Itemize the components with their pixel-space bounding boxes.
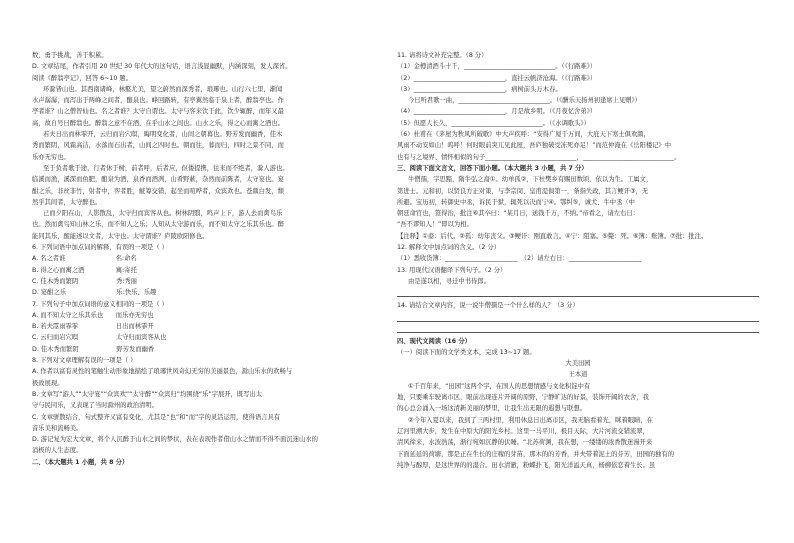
text-line: （1）金樽清酒斗十千，_____________________________。（《行路难》）: [397, 63, 597, 71]
text-line: 亭者谁？山之僧智仙也。名之者谁？太守自谓也。太守与客来饮于此，饮少辄醉，而年又最: [32, 108, 284, 116]
text-line: 【注释】①裔：后代。②孤：幼年丧父。③鲠讦：刚直敢言。④宁：阻塞。⑤斃：死。⑥簿：账簿。⑦批：批注。: [397, 232, 708, 240]
text-line: 纯净与醇厚，是这世界的的湿合。田水清澈，粉蝶扑飞，阳光洋溢天真，杨柳依恋着生长。虽: [397, 461, 656, 469]
text-line: 临溪而渔，溪深而鱼肥，酿泉为酒，泉香而酒洌，山肴野蔌，杂然而前陈者，太守宴也。宴: [32, 176, 284, 184]
text-line: 三、阅读下面文言文，回答下面小题。（本大题共 3 小题，共 7 分）: [397, 164, 588, 172]
text-line: 辽河里溯大步，发生在中原大的阳光乡村。这里一马平川，极目天际，大片河流交错流翠，: [397, 427, 649, 435]
text-line: D. 宴酣之乐 乐:快乐、乐趣: [32, 289, 157, 297]
text-line: 至于负者歌于途，行者休于树，前者呼，后者应，伛偻提携，往来而不绝者，滁人游也。: [43, 164, 289, 172]
text-line: 14. 请结合文章内容，说一说牛僧孺是一个什么样的人？（3 分）: [397, 302, 579, 310]
right-column: [397, 50, 759, 520]
text-line: C. 云归而岩穴暝 太守归而宾客从也: [32, 334, 167, 342]
text-line: 秀而繁阴，风霜高洁，水落而石出者，山间之四时也。朝而往，暮而归，四时之景不同，而: [32, 142, 284, 150]
text-line: 也。然而禽鸟知山林之乐，而不知人之乐；人知从太守游而乐，而不知太守之乐其乐也。醉: [32, 221, 284, 229]
text-line: 音乐美和流畅美。: [32, 424, 83, 432]
text-line: D. 文章结尾，作者引用 20 世纪 30 年代大的这句话，语言浅显幽默，内涵深刻，发人深省。: [32, 63, 292, 71]
text-line: D. 佳木秀而繁阴 野芳发而幽香: [32, 345, 155, 353]
text-line: 水声潺潺，而泻出于两峰之间者，酿泉也。峰回路转，有亭翼然临于泉上者，醉翁亭也。作: [32, 97, 284, 105]
text-line: C. 佳木秀而繁阴 秀:秀丽: [32, 277, 137, 285]
text-line: （4）_____________________________，月是故乡明。（《月夜忆舍弟》）: [397, 108, 597, 116]
text-line: A. 而不知太守之乐其乐也 而乐亦无穷也: [32, 311, 154, 319]
text-line: 下面延延的荷塘，那是正在生长的庄稼的芽苗，那木的的芳香，并夫带着泥土的芬芳，田园的独有的: [397, 450, 675, 458]
text-line: 今日听君歌一曲，_____________________________。（《酬乐天扬州初逢席上见赠》）: [408, 97, 641, 105]
text-line: 的心总会涌入一场这清新美丽的梦里，让我生出无限的遐想与联想。: [397, 405, 586, 413]
text-line: 王本道: [568, 371, 588, 379]
text-line: 11. 请将诗文补充完整。（8 分）: [397, 52, 488, 59]
text-line: 牛僧孺，字思黯，隋牛弘之裔①。幼单孤②，下杜樊乡有赐田数顷，依以为生。工属文，: [408, 176, 653, 184]
text-line: 极致展现。: [32, 379, 64, 387]
text-line: 能同其乐，醒能述以文者，太守也。太守谓谁？庐陵欧阳修也。: [32, 232, 209, 240]
text-line: 由是遂以相，寻迁中书侍郎。: [408, 277, 490, 285]
text-line: 酣之乐，非丝非竹，射者中，弈者胜，觥筹交错，起坐而喧哗者，众宾欢也。苍颜白发，颓: [32, 187, 284, 195]
text-line: C. 文章骈散结合，句式整齐又富有变化，尤其是“也”和“而”字的灵活运用，使得语言具有: [32, 413, 281, 421]
text-line: 地，只要乘车驶离市区，眼前出现连片开阔的原野，宁静旷达的好景，装饰开阔的农舍，我: [397, 394, 649, 402]
answer-line[interactable]: [397, 289, 759, 297]
text-line: B. 得之心而寓之酒 寓:寄托: [32, 266, 137, 274]
text-line: 然乎其间者，太守醉也。: [32, 198, 102, 206]
text-line: 12. 解释文中加点词的含义。（2 分）: [397, 244, 501, 252]
text-line: 消极的人生态度。: [32, 447, 83, 455]
text-line: （3）_____________________________，病树前头万木春。: [397, 85, 562, 93]
text-line: A. 名之者谁 名:命名: [32, 255, 137, 263]
text-line: 高，故自号曰醉翁也。醉翁之意不在酒，在乎山水之间也。山水之乐，得之心而寓之酒也。: [32, 119, 284, 127]
text-line: （1）悉收货簿：_______________________ （2）请左右日：_______________________: [397, 255, 642, 263]
text-line: 二、（本大题共 1 小题，共 8 分）: [32, 458, 129, 466]
answer-line[interactable]: [397, 314, 759, 322]
text-line: 6. 下列词语中加点词的解释，有误的一项是（ ）: [32, 244, 168, 252]
text-line: （2）_____________________________，直挂云帆济沧海。（《行路难》）: [397, 74, 597, 82]
text-line: （一）阅读下面的文学类文本，完成 13~17 题。: [397, 348, 536, 356]
text-line: ①千百年来，“田园”这两个字，在国人的思想情感与文化积淀中有: [408, 382, 591, 390]
text-line: 守与民同乐，又表现了当时滁州的政治清明。: [32, 402, 158, 410]
text-line: （6）杜甫在《茅屋为秋风所破歌》中大声疾呼：“安得广厦千万间，大庇天下寒士俱欢颜，: [397, 131, 650, 139]
text-line: B. 文章写“游人”“太守宴”“众宾欢”“太守醉”“众宾归”均围绕“乐”字展开，既写出太: [32, 390, 263, 398]
text-line: 环滁皆山也。其西南诸峰，林壑尤美，望之蔚然而深秀者，琅琊也。山行六七里，渐闻: [43, 85, 283, 93]
text-line: 阅读《醉翁亭记》，回答 6~10 题。: [32, 74, 133, 82]
text-line: “吾不谬知人！”即以为相。: [397, 221, 473, 229]
text-line: 若夫日出而林霏开，云归而岩穴暝，晦明变化者，山间之朝暮也。野芳发而幽香，佳木: [43, 131, 283, 139]
text-line: 第进士。元和初，以贤良方正对策，与李宗闵、皇甫湜俱第一，条指失政，其言鲠讦③，无: [397, 187, 649, 195]
text-line: 也有与之境界、情怀相似的句子_____________________________，_____________________________。: [397, 153, 681, 161]
text-line: （5）但愿人长久，_____________________________。（《水调歌头》）: [397, 119, 590, 127]
text-line: 13. 用现代汉语翻译下列句子。（2 分）: [397, 266, 507, 274]
text-line: 朝廷命官也，签得治，批注⑥其卒曰：“某月日，送钱千万，不纳。”帝看之，请左右日：: [397, 210, 640, 218]
text-line: B. 若夫霪雨霏霏 日出而林霏开: [32, 323, 154, 331]
text-line: 数，勇于挑战，善于积累。: [32, 52, 108, 59]
text-line: 乐亦无穷也。: [32, 153, 70, 161]
left-column: [32, 50, 394, 520]
text-line: 已而夕阳在山，人影散乱，太守归而宾客从也。树林阴翳，鸣声上下，游人去而禽鸟乐: [43, 210, 283, 218]
answer-line[interactable]: [397, 325, 759, 333]
text-line: ②今年入夏以来，我到了三两村里，利用休息日出离市区，我无脑看着光，眯着眼睛，在: [408, 416, 653, 424]
text-line: A. 作者以富有灵性的笔触生动形象地描绘了琅琊世风奇幻无穷的美丽景色，滁山乐水的欢畅与: [32, 368, 293, 376]
text-line: 大美田园: [565, 360, 591, 368]
text-line: 风雨不动安如山！呜呼！何时眼前突兀见此屋，吾庐独破受冻死亦足！”而范仲淹在《岳阳楼记》中: [397, 142, 672, 150]
text-line: 所避。宝历初，转御史中丞，诉民于狱，辄死以决而宁④。鄂纠⑤，诚犬、牛中丞（中: [397, 198, 635, 206]
text-line: 清风徐来，水波浩荡，渐行宛如沉静的伏睡。“北苏荷渊，我在想，一缕缕的浓香散迷漫开来: [397, 439, 653, 447]
text-line: 8. 下列对文章理解有误的一项是（ ）: [32, 357, 137, 365]
text-line: 7. 下列句子中加点词语的意义相同的一项是（ ）: [32, 300, 168, 308]
text-line: D. 游记复为宏大文章，将个人沉醉于山水之间的梦状，表在表现作者借山水之情而不得不面沉迷山水的: [32, 436, 318, 444]
text-line: 四、现代文阅读（16 分）: [397, 337, 471, 345]
